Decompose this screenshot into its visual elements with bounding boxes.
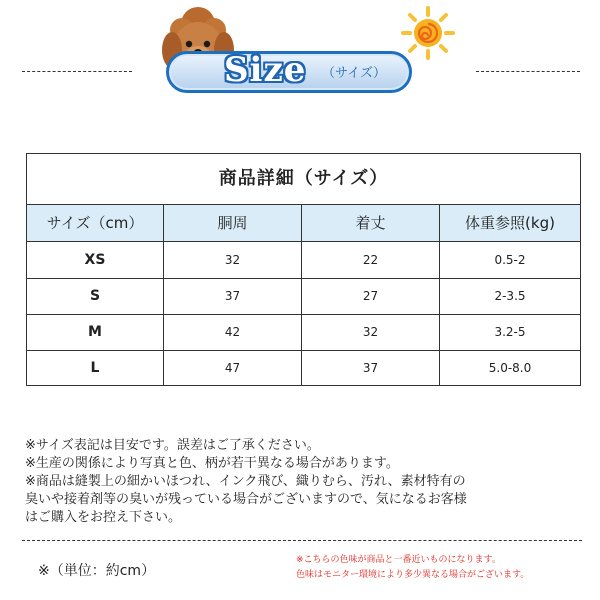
table-row	[27, 350, 580, 386]
note-line: ※生産の関係により写真と色、柄が若干異なる場合があります。	[25, 456, 399, 471]
table-title: 商品詳細（サイズ）	[218, 168, 389, 189]
color-warning-line: ※こちらの色味が商品と一番近いものになります。	[296, 555, 501, 565]
top-left-divider	[22, 71, 132, 72]
cell-weight: 0.5-2	[494, 253, 526, 267]
cell-size: M	[27, 314, 164, 350]
cell-length: 22	[302, 242, 440, 278]
cell-waist: 32	[164, 242, 302, 278]
table-header-row	[27, 204, 580, 242]
cell-length: 37	[302, 350, 440, 386]
header-weight: 体重参照(kg)	[465, 214, 555, 232]
size-title: Size	[224, 50, 307, 90]
notes	[25, 437, 590, 527]
note-line: 臭いや接着剤等の臭いが残っている場合がございますので、気になるお客様	[25, 492, 467, 507]
cell-waist: 42	[164, 314, 302, 350]
table-row	[27, 278, 580, 314]
header-size: サイズ（cm）	[27, 205, 164, 241]
table-row	[27, 242, 580, 278]
cell-weight: 2-3.5	[494, 289, 526, 303]
cell-length: 27	[302, 278, 440, 314]
cell-waist: 47	[164, 350, 302, 386]
header-length: 着丈	[302, 205, 440, 241]
table-row	[27, 314, 580, 350]
color-warning	[296, 553, 529, 583]
header-waist: 胴周	[164, 205, 302, 241]
cell-size: L	[27, 350, 164, 386]
cell-waist: 37	[164, 278, 302, 314]
note-line: ※サイズ表記は目安です。誤差はご了承ください。	[25, 438, 320, 453]
sun-icon	[401, 6, 455, 60]
top-right-divider	[476, 71, 580, 72]
size-table	[26, 153, 581, 386]
cell-size: XS	[27, 242, 164, 278]
cell-length: 32	[302, 314, 440, 350]
note-line: はご購入をお控え下さい。	[25, 510, 182, 525]
unit-note: ※（単位：約cm）	[38, 563, 156, 579]
note-line: ※商品は縫製上の細かいほつれ、インク飛び、織りむら、汚れ、素材特有の	[25, 474, 466, 489]
color-warning-line: 色味はモニター環境により多少異なる場合がございます。	[296, 570, 530, 580]
cell-weight: 3.2-5	[494, 325, 526, 339]
cell-weight: 5.0-8.0	[488, 361, 532, 375]
cell-size: S	[27, 278, 164, 314]
size-subtitle: （サイズ）	[322, 66, 386, 81]
bottom-divider	[22, 540, 582, 541]
